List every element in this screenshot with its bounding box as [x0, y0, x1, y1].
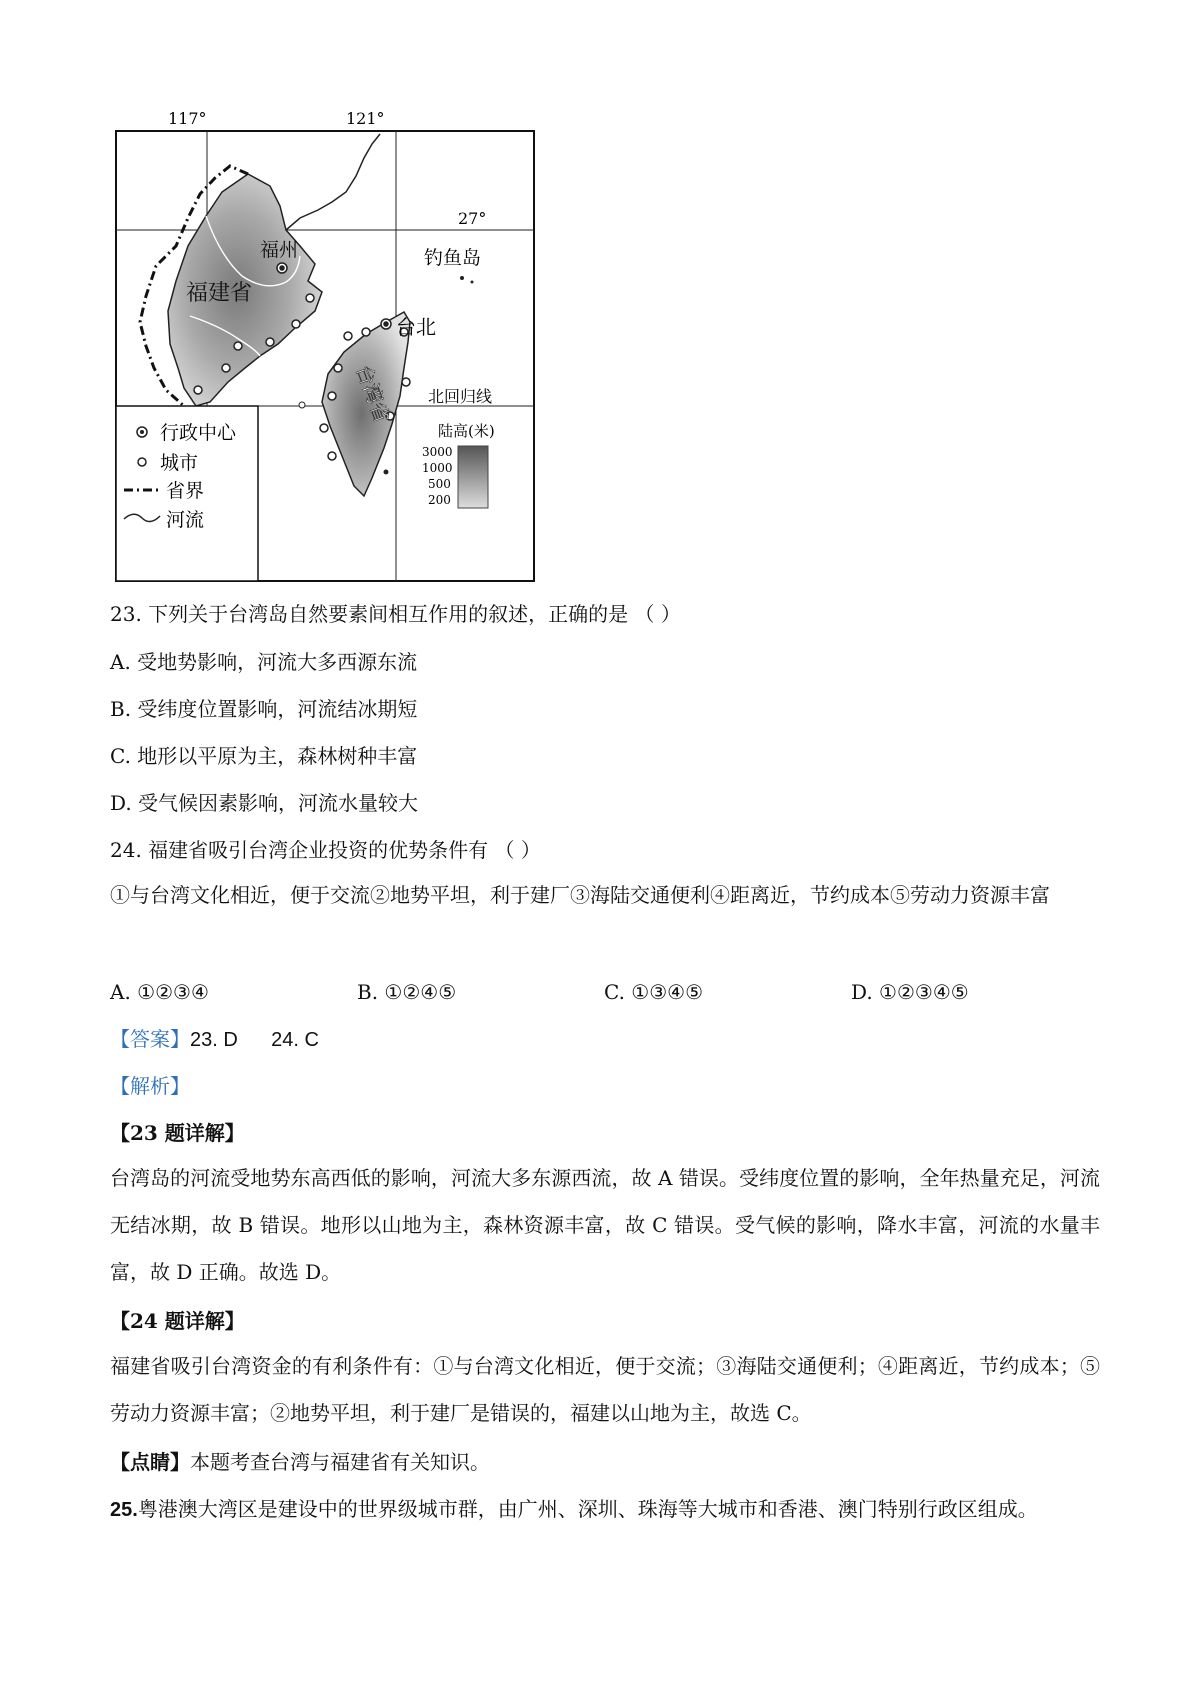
islet — [471, 281, 474, 284]
detail23-text: 台湾岛的河流受地势东高西低的影响，河流大多东源西流，故 A 错误。受纬度位置的影响，全年热量充足，河流无结冰期，故 B 错误。地形以山地为主，森林资源丰富，故 C 错误。受气候的影响，降水丰富，河流的水量丰富，故 D 正确。故选 D。 — [110, 1166, 1100, 1284]
islet — [460, 276, 464, 280]
legend-admin-label: 行政中心 — [160, 422, 237, 444]
legend-city-symbol — [138, 458, 146, 466]
comment-text: 本题考查台湾与福建省有关知识。 — [190, 1450, 490, 1474]
q24-stem: 24. 福建省吸引台湾企业投资的优势条件有 （ ） — [110, 838, 541, 862]
q25-text: 粤港澳大湾区是建设中的世界级城市群，由广州、深圳、珠海等大城市和香港、澳门特别行政区组成。 — [137, 1497, 1038, 1521]
answer-label: 【答案】 — [110, 1027, 190, 1051]
q25-line — [110, 1495, 1038, 1524]
comment-label: 【点睛】 — [110, 1450, 190, 1474]
label-taiwan-province: 台湾省 — [351, 361, 395, 427]
elevation-tick: 500 — [428, 477, 451, 491]
q23-option-a: A. 受地势影响，河流大多西源东流 — [110, 650, 418, 674]
q23-option-d: D. 受气候因素影响，河流水量较大 — [110, 791, 419, 815]
q23-option-b: B. 受纬度位置影响，河流结冰期短 — [110, 697, 418, 721]
label-taibei: 台北 — [396, 315, 436, 339]
islet — [384, 470, 389, 475]
lon-label-117: 117° — [168, 109, 207, 128]
detail23-label: 【23 题详解】 — [110, 1121, 245, 1145]
legend-city-label: 城市 — [160, 452, 199, 474]
answer-line — [110, 1025, 319, 1054]
q24-option-c: C. ①③④⑤ — [604, 980, 704, 1004]
q24-option-b: B. ①②④⑤ — [357, 980, 457, 1004]
elevation-tick: 1000 — [422, 461, 453, 475]
label-fujian: 福建省 — [186, 281, 253, 306]
label-diaoyu: 钓鱼岛 — [424, 247, 482, 269]
q23-option-c: C. 地形以平原为主，森林树种丰富 — [110, 744, 418, 768]
label-fuzhou: 福州 — [260, 239, 299, 261]
fujian-taiwan-map — [110, 106, 540, 584]
lon-label-121: 121° — [346, 109, 385, 128]
legend-boundary-label: 省界 — [166, 480, 205, 502]
label-tropic: 北回归线 — [428, 387, 493, 406]
lat-label-27: 27° — [458, 209, 487, 228]
legend-river-label: 河流 — [166, 509, 205, 531]
elevation-bar — [458, 446, 488, 508]
elevation-tick: 3000 — [422, 445, 453, 459]
q24-statement: ①与台湾文化相近，便于交流②地势平坦，利于建厂③海陆交通便利④距离近，节约成本⑤劳动力资源丰富 — [110, 883, 1050, 907]
islet — [299, 402, 305, 408]
q23-stem: 23. 下列关于台湾岛自然要素间相互作用的叙述，正确的是 （ ） — [110, 602, 681, 626]
elevation-tick: 200 — [428, 493, 451, 507]
answer-text: 23. D 24. C — [190, 1029, 319, 1051]
elevation-title: 陆高(米) — [438, 422, 495, 440]
detail24-label: 【24 题详解】 — [110, 1309, 245, 1333]
comment-line — [110, 1448, 490, 1476]
analysis-label: 【解析】 — [110, 1074, 190, 1098]
q24-option-a: A. ①②③④ — [110, 980, 209, 1004]
q25-number: 25. — [110, 1499, 138, 1521]
detail24-text: 福建省吸引台湾资金的有利条件有：①与台湾文化相近，便于交流；③海陆交通便利；④距离近，节约成本；⑤劳动力资源丰富；②地势平坦，利于建厂是错误的，福建以山地为主，故选 C。 — [110, 1354, 1100, 1425]
q24-option-d: D. ①②③④⑤ — [851, 980, 969, 1004]
legend-admin-symbol — [137, 427, 147, 437]
